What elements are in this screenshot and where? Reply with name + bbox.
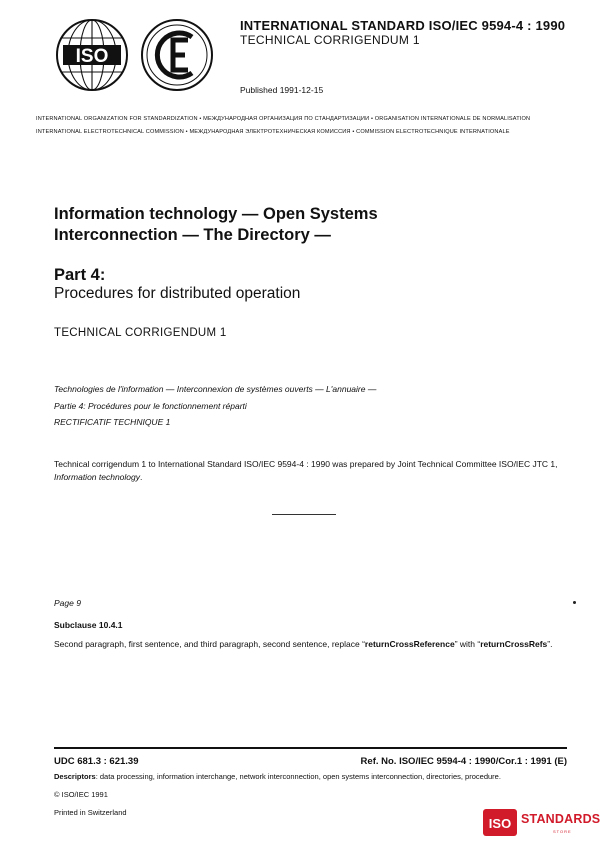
title-line-2: Interconnection — The Directory — — [54, 226, 331, 244]
old-term: returnCrossReference — [364, 639, 455, 649]
technical-corrigendum-label: TECHNICAL CORRIGENDUM 1 — [54, 327, 227, 339]
intro-text: Technical corrigendum 1 to International Standard ISO/IEC 9594-4 : 1990 was prepared by Joint Technical Committee ISO/IEC JTC 1, — [54, 459, 558, 469]
new-term: returnCrossRefs — [480, 639, 548, 649]
udc-number: UDC 681.3 : 621.39 — [54, 756, 139, 767]
store-subtitle: STORE — [553, 829, 572, 834]
part-label: Part 4: — [54, 266, 106, 284]
subclause-heading: Subclause 10.4.1 — [54, 620, 123, 630]
copyright: © ISO/IEC 1991 — [54, 790, 108, 799]
org-iec-line: INTERNATIONAL ELECTROTECHNICAL COMMISSION • МЕЖДУНАРОДНАЯ ЭЛЕКТРОТЕХНИЧЕСКАЯ КОМИССИЯ • COMMISSION ELECTROTECHNIQUE INTERNATIONALE — [36, 129, 510, 135]
corrigendum-header: TECHNICAL CORRIGENDUM 1 — [240, 33, 420, 47]
descriptors — [54, 772, 501, 781]
reference-number: Ref. No. ISO/IEC 9594-4 : 1990/Cor.1 : 1991 (E) — [360, 756, 567, 767]
intro-committee-name: Information technology — [54, 472, 140, 482]
iec-logo — [140, 18, 214, 92]
replace-text-start: Second paragraph, first sentence, and third paragraph, second sentence, replace “ — [54, 639, 365, 649]
intro-end: . — [140, 472, 143, 482]
french-title-line-3: RECTIFICATIF TECHNIQUE 1 — [54, 417, 171, 427]
standard-number: INTERNATIONAL STANDARD ISO/IEC 9594-4 : 1990 — [240, 18, 566, 33]
iso-logo-text: ISO — [75, 46, 109, 67]
title-line-1: Information technology — Open Systems — [54, 205, 378, 223]
replace-text-end: ”. — [547, 639, 553, 649]
part-title: Procedures for distributed operation — [54, 285, 301, 302]
store-logo-icon — [483, 809, 517, 836]
french-title-line-1: Technologies de l'information — Interconnexion de systèmes ouverts — L'annuaire — — [54, 384, 377, 394]
replace-text-mid: ” with “ — [454, 639, 481, 649]
intro-paragraph — [54, 458, 566, 484]
footer-rule — [54, 747, 567, 749]
store-logo-text: ISO — [488, 816, 512, 831]
org-iso-line: INTERNATIONAL ORGANIZATION FOR STANDARDIZATION • МЕЖДУНАРОДНАЯ ОРГАНИЗАЦИЯ ПО СТАНДАРТИЗАЦИИ • ORGANISATION INTERNATIONALE DE NORMALISATION — [36, 116, 531, 122]
margin-dot — [573, 601, 576, 604]
replacement-paragraph — [54, 638, 566, 651]
iso-logo — [55, 18, 129, 92]
descriptors-label: Descriptors — [54, 772, 96, 781]
printed-in: Printed in Switzerland — [54, 808, 127, 817]
page-reference: Page 9 — [54, 598, 81, 608]
published-date: Published 1991-12-15 — [240, 85, 324, 95]
descriptors-text: : data processing, information interchange, network interconnection, open systems interconnection, directories, procedure. — [95, 772, 501, 781]
store-name: STANDARDS — [521, 812, 600, 826]
document-title — [54, 204, 378, 246]
separator-line — [272, 514, 336, 515]
french-title-line-2: Partie 4: Procédures pour le fonctionnement réparti — [54, 401, 247, 411]
